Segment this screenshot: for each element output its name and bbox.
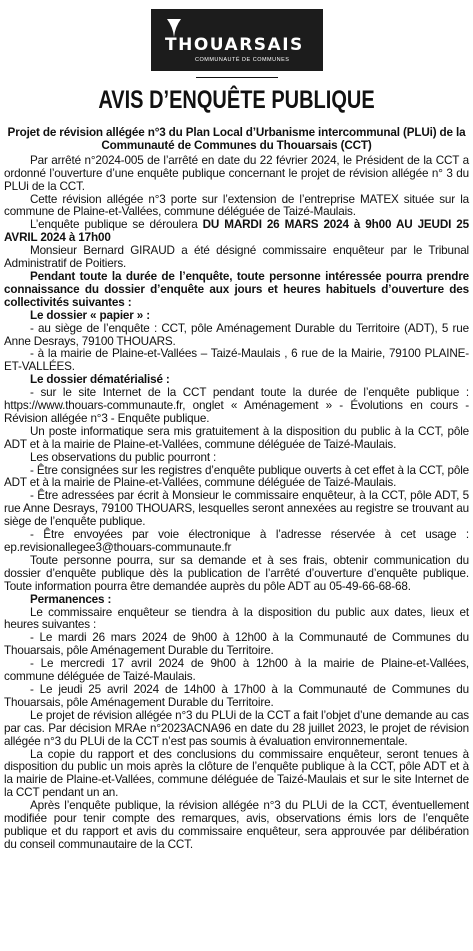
paragraph: - Le mercredi 17 avril 2024 de 9h00 à 12h00 à la mairie de Plaine-et-Vallées, commune déléguée de Taizé-Maulais.: [4, 657, 469, 684]
paragraph: - sur le site Internet de la CCT pendant toute la durée de l’enquête publique : https://www.thouars-communaute.fr, onglet « Aménagement » - Évolutions en cours - Révision allégée n°3 - Enquête publique.: [4, 386, 469, 425]
paragraph: - Le jeudi 25 avril 2024 de 14h00 à 17h00 à la Communauté de Communes du Thouarsais, pôle Aménagement Durable du Territoire.: [4, 682, 469, 709]
paragraph: Cette révision allégée n°3 porte sur l’extension de l’entreprise MATEX située sur la commune de Plaine-et-Vallées, commune déléguée de Taizé-Maulais.: [4, 192, 469, 219]
paragraph: - au siège de l’enquête : CCT, pôle Aménagement Durable du Territoire (ADT), 5 rue Anne Desrays, 79100 THOUARS.: [4, 321, 469, 348]
paragraph: Pendant toute la durée de l’enquête, toute personne intéressée pourra prendre connaissance du dossier d’enquête aux jours et heures habituels d’ouverture des collectivités suivantes :: [4, 269, 469, 309]
section-heading: Le dossier dématérialisé :: [30, 373, 170, 387]
paragraph: Monsieur Bernard GIRAUD a été désigné commissaire enquêteur par le Tribunal Administratif de Poitiers.: [4, 244, 469, 271]
paragraph: - Le mardi 26 mars 2024 de 9h00 à 12h00 à la Communauté de Communes du Thouarsais, pôle Aménagement Durable du Territoire.: [4, 631, 469, 658]
paragraph: Par arrêté n°2024-005 de l’arrêté en date du 22 février 2024, le Président de la CCT a ordonné l’ouverture d’une enquête publique concernant le projet de révision allégée n° 3 du PLUi de la CCT.: [4, 153, 469, 193]
page-title: AVIS D’ENQUÊTE PUBLIQUE: [98, 86, 375, 114]
logo-name: THOUARSAIS: [165, 35, 304, 55]
paragraph: Le commissaire enquêteur se tiendra à la disposition du public aux dates, lieux et heures suivantes :: [4, 605, 469, 632]
paragraph: [4, 219, 469, 245]
paragraph: Un poste informatique sera mis gratuitement à la disposition du public à la CCT, pôle ADT et à la mairie de Plaine-et-Vallées, commune déléguée de Taizé-Maulais.: [4, 424, 469, 451]
notice-body: [4, 127, 469, 852]
thouarsais-logo: [151, 9, 323, 71]
paragraph: - Être adressées par écrit à Monsieur le commissaire enquêteur, à la CCT, pôle ADT, 5 rue Anne Desrays, 79100 THOUARS, lesquelles seront annexées au registre se trouvant au siège de l’enquête publique.: [4, 489, 469, 529]
section-heading: Permanences :: [30, 592, 112, 606]
title-rule: [196, 77, 278, 78]
paragraph: Les observations du public pourront :: [30, 450, 217, 464]
paragraph: - Être envoyées par voie électronique à l’adresse réservée à cet usage : ep.revisionallegee3@thouars-communaute.fr: [4, 528, 469, 554]
paragraph: - Être consignées sur les registres d’enquête publique ouverts à cet effet à la CCT, pôle ADT et à la mairie de Plaine-et-Vallées, commune déléguée de Taizé-Maulais.: [4, 463, 469, 490]
notice-subtitle: Projet de révision allégée n°3 du Plan Local d’Urbanisme intercommunal (PLUi) de la Communauté de Communes du Thouarsais (CCT): [7, 126, 466, 152]
logo-subtitle: COMMUNAUTÉ DE COMMUNES: [195, 57, 290, 63]
paragraph: Après l’enquête publique, la révision allégée n°3 du PLUi de la CCT, éventuellement modifiée pour tenir compte des remarques, avis, observations émis lors de l’enquête publique et du rapport et avis du commissaire enquêteur, sera approuvée par délibération du conseil communautaire de la CCT.: [4, 799, 469, 851]
paragraph: La copie du rapport et des conclusions du commissaire enquêteur, seront tenues à disposition du public un mois après la clôture de l’enquête publique à la CCT, pôle ADT et à la mairie de Plaine-et-Vallées, commune déléguée de Taizé-Maulais et sur le site Internet de la CCT pendant un an.: [4, 747, 469, 800]
enquiry-dates: DU MARDI 26 MARS 2024 à 9h00 AU JEUDI 25 AVRIL 2024 à 17h00: [4, 218, 469, 245]
paragraph-text: L’enquête publique se déroulera: [30, 218, 203, 232]
paragraph: - à la mairie de Plaine-et-Vallées – Taizé-Maulais , 6 rue de la Mairie, 79100 PLAINE-ET-VALLÉES.: [4, 347, 469, 374]
paragraph: Toute personne pourra, sur sa demande et à ses frais, obtenir communication du dossier d’enquête publique dès la publication de l’arrêté d’ouverture d’enquête publique. Toute information pourra être demandée auprès du pôle ADT au 05-49-66-68-68.: [4, 553, 469, 593]
paragraph: Le projet de révision allégée n°3 du PLUi de la CCT a fait l’objet d’une demande au cas par cas. Par décision MRAe n°2023ACNA96 en date du 28 juillet 2023, le projet de révision allégée n°3 du PLUi de la CCT n’est pas soumis à évaluation environnementale.: [4, 708, 469, 748]
section-heading: Le dossier « papier » :: [30, 308, 150, 322]
